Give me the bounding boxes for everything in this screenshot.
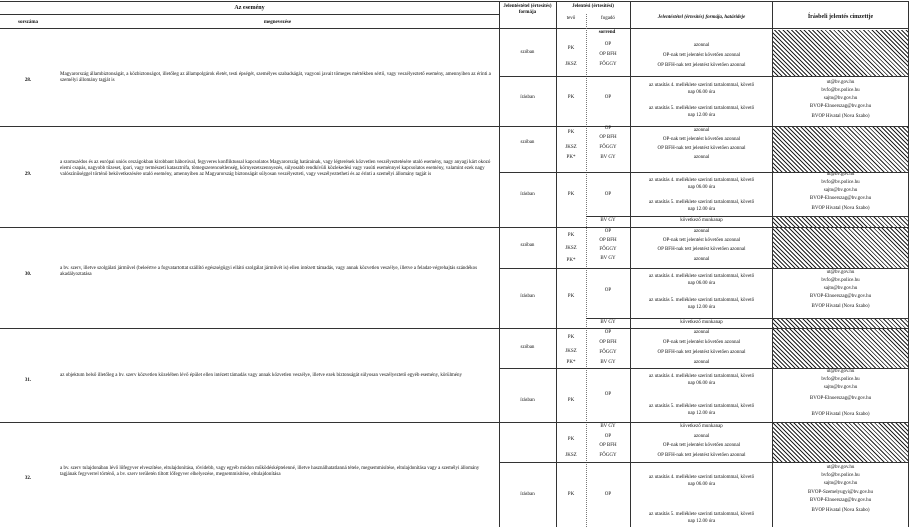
row-28-ir-pk: PK (567, 95, 575, 100)
row-32-opbfh-azonnal: OP BFH-nak tett jelentést követően azonnal (657, 453, 746, 458)
row-30-hat-4: nap 12.00 óra (687, 305, 716, 310)
row-28-opbfh-azonnal: OP BFH-nak tett jelentést követően azonnal (657, 63, 746, 68)
row-32-op-azonnal: OP-nak tett jelentést követően azonnal (662, 443, 741, 448)
row-32-email-5: BVOP Hivatal (Nova Szabo) (811, 508, 870, 513)
row-31-forma-irasban: írásban (520, 398, 535, 403)
row-31-email-5: BVOP Hivatal (Nova Szabo) (811, 412, 870, 417)
row-28-opbfh: OP BFH (599, 52, 617, 57)
row-29-email-5: BVOP Hivatal (Nova Szabo) (811, 206, 870, 211)
row-29-bvgy-azonnal: azonnal (693, 155, 710, 160)
row-32-kovetkezo: következő munkanap (680, 424, 723, 429)
row-31-forma-szoban: szóban (520, 345, 535, 350)
row-32-op: OP (604, 434, 612, 439)
row-30-number: 30. (24, 272, 32, 277)
row-29-opbfh: OP BFH (599, 135, 617, 140)
row-32-hat-2: nap 06.00 óra (687, 482, 716, 487)
row-30-ir-pk: PK (567, 294, 575, 299)
header-sorszama: sorszáma (18, 20, 38, 25)
row-32-bvgy: BV GY (600, 424, 616, 429)
row-29-foggy: FŐGGY (599, 145, 617, 150)
row-31-email-4: BVOP-Elnoerszag@bv.gov.hu (809, 396, 872, 401)
row-30-email-5: BVOP Hivatal (Nova Szabo) (811, 304, 870, 309)
row-32-forma-irasban: írásban (520, 492, 535, 497)
row-29-email-4: BVOP-Elnoerszag@bv.gov.hu (809, 196, 872, 201)
row-32-description: a bv. szerv tulajdonában lévő lőfegyver elveszítése, eltulajdonítása, rövidebb, vagy egyéb módon működésképtelenné, illetve használhatatlanná tétele, megsemmisítése, eltulajdonítása vagy a személyi állomány tagjának fegyverrel történő, a bv. szerv területén tiltott lőfegyver elhelyezése, megsemmisítése, eltulajdonítása (60, 466, 480, 477)
row-29-hat-2: nap 06.00 óra (687, 185, 716, 190)
vrule-forma (499, 1, 500, 527)
row-28-number: 28. (24, 78, 32, 83)
row-31-jksz: JKSZ (565, 349, 577, 354)
row-31-pk: PK (567, 335, 575, 340)
row-32-opbfh: OP BFH (599, 443, 617, 448)
row-32-email-4: BVOP-Elnoerszag@bv.gov.hu (809, 498, 872, 503)
row-32-jksz: JKSZ (565, 453, 577, 458)
row-28-email-2: bvfo@bv.police.hu (821, 88, 860, 93)
row-32-hatch (773, 423, 908, 462)
row-29-pk: PK (567, 130, 575, 135)
row-30-opbfh: OP BFH (599, 238, 617, 243)
row-29-pkstar: PK* (566, 155, 576, 160)
row-30-pkstar: PK* (566, 258, 576, 263)
row-29-hatch-2 (773, 217, 908, 227)
row-31-hat-1: az utasítás 4. melléklete szerinti tartalommal, követő (648, 374, 755, 379)
row-30-kovetkezo: következő munkanap (680, 320, 723, 325)
row-29-hat-4: nap 12.00 óra (687, 207, 716, 212)
row-29-ir-op: OP (604, 192, 612, 197)
row-28-hat-3: az utasítás 5. melléklete szerinti tartalommal, követő (648, 106, 755, 111)
row-29-opbfh-azonnal: OP BFH-nak tett jelentést követően azonnal (657, 146, 746, 151)
row-28-op: OP (604, 42, 612, 47)
row-30-email-3: sajto@bv.gov.hu (823, 286, 858, 291)
row-30-forma-szoban: szóban (520, 243, 535, 248)
row-28-forma-irasban: írásban (520, 95, 535, 100)
row-29-description: a szomszédos és az európai uniós országokban kirobbant háborúval, fegyveres konfliktussal kapcsolatos Magyarország határainak, vagy légterének közvetlen veszélyeztetésére utaló esemény, nagy anyagi kárt okozó elemi csapás, nagyobb tűzeset, ipari, vagy természeti katasztrófa, tömegszerencsétlenség, környezetszennyezés, súlyosabb rendkívüli közlekedési vagy vasúti eseménnyel kapcsolatos esemény, valamint ezek nagy valószínűséggel történő bekövetkezésére utaló esemény, amennyiben az Magyarország biztonságát súlyosan veszélyezteti, vagy veszélyeztetheti és az érinti a személyi állomány tagját is (60, 160, 491, 177)
row-32-pk: PK (567, 437, 575, 442)
row-31-ir-op: OP (604, 392, 612, 397)
row-32-number: 32. (24, 476, 32, 481)
row-29-op-azonnal: OP-nak tett jelentést követően azonnal (662, 137, 741, 142)
header-jelentes-ertesites: Jelentési (értesítési) (572, 4, 614, 9)
row-31-description: az objektum belső illetőleg a bv. szerv közvetlen közelében lévő épület ellen intézett támadás vagy annak közvetlen veszélye, illetve ezek biztonságát súlyosan veszélyeztető egyéb esemény, körülmény (60, 373, 462, 378)
row-29-op: OP (604, 126, 612, 131)
header-esemeny: Az esemény (234, 5, 265, 11)
row-32-email-3: sajto@bv.gov.hu (823, 481, 858, 486)
row-28-ir-op: OP (604, 95, 612, 100)
header-megnevezese: megnevezése (263, 20, 292, 25)
row-30-forma-irasban: írásban (520, 294, 535, 299)
row-32-ir-op: OP (604, 492, 612, 497)
row-28-jksz: JKSZ (565, 62, 577, 67)
row-32-hat-1: az utasítás 4. melléklete szerinti tartalommal, követő (648, 475, 755, 480)
row-30-hat-3: az utasítás 5. melléklete szerinti tartalommal, követő (648, 298, 755, 303)
header-tevo: tevő (566, 16, 576, 21)
row-28-hat-4: nap 12.00 óra (687, 113, 716, 118)
row-29-ir-bvgy: BV GY (600, 218, 616, 223)
row-29-email-3: sajto@bv.gov.hu (823, 188, 858, 193)
header-cimzett: Írásbeli jelentés címzettje (807, 14, 874, 20)
row-30-op: OP (604, 229, 612, 234)
row-30-description: a bv. szerv, illetve szolgálati járművel (beleértve a fogvatartottat szállító egészségügyi ellátó szolgálat járművét is) ellen intézett támadás, vagy annak közvetlen veszélye, illetve a feladat-végrehajtás szándékos akadályoztatása (60, 266, 478, 277)
row-30-jksz: JKSZ (565, 246, 577, 251)
row-30-email-1: ut@bv.gov.hu (826, 270, 855, 275)
row-31-email-1: ut@bv.gov.hu (826, 369, 855, 374)
row-30-email-2: bvfo@bv.police.hu (821, 278, 860, 283)
row-28-hatch (773, 30, 908, 76)
row-29-forma-irasban: írásban (520, 192, 535, 197)
row-31-hat-3: az utasítás 5. melléklete szerinti tartalommal, követő (648, 404, 755, 409)
row-28-hat-2: nap 06.00 óra (687, 90, 716, 95)
row-31-opbfh: OP BFH (599, 340, 617, 345)
row-28-email-3: sajto@bv.gov.hu (823, 96, 858, 101)
header-fogado: fogadó (601, 16, 615, 21)
row-31-op-azonnal: OP-nak tett jelentést követően azonnal (662, 340, 741, 345)
row-31-hat-2: nap 06.00 óra (687, 381, 716, 386)
row-29-email-2: bvfo@bv.police.hu (821, 180, 860, 185)
row-32-email-2: bvfo@bv.police.hu (821, 473, 860, 478)
header-jelentes-forma: Jelentéstétel (értesítés) formája (503, 4, 552, 15)
row-31-foggy: FŐGGY (599, 350, 617, 355)
row-29-hat-1: az utasítás 4. melléklete szerinti tartalommal, követő (648, 178, 755, 183)
row-32-foggy: FŐGGY (599, 453, 617, 458)
rule-sub-30 (499, 268, 908, 269)
row-32-hat-4: nap 12.00 óra (687, 519, 716, 524)
row-29-kovetkezo: következő munkanap (680, 218, 723, 223)
row-29-hat-3: az utasítás 5. melléklete szerinti tartalommal, követő (648, 200, 755, 205)
row-30-foggy: FŐGGY (599, 247, 617, 252)
rule-sub-32 (499, 462, 908, 463)
row-29-bvgy: BV GY (600, 155, 616, 160)
row-32-email-6: BVOP-Szemelyugyi@bv.gov.hu (807, 490, 874, 495)
row-29-ir-pk: PK (567, 192, 575, 197)
row-28-op-azonnal: OP-nak tett jelentést követően azonnal (662, 53, 741, 58)
row-30-hat-1: az utasítás 4. melléklete szerinti tartalommal, követő (648, 274, 755, 279)
row-31-ir-pk: PK (567, 398, 575, 403)
row-29-number: 29. (24, 172, 32, 177)
header-sorrend: sorrend (598, 30, 616, 35)
row-30-bvgy: BV GY (600, 256, 616, 261)
row-31-azonnal: azonnal (693, 330, 710, 335)
row-30-opbfh-azonnal: OP BFH-nak tett jelentést követően azonnal (657, 247, 746, 252)
row-30-pk: PK (567, 233, 575, 238)
row-28-azonnal: azonnal (693, 43, 710, 48)
row-31-pkstar: PK* (566, 360, 576, 365)
row-31-bvgy: BV GY (600, 360, 616, 365)
row-28-pk: PK (567, 46, 575, 51)
row-28-forma-szoban: szóban (520, 50, 535, 55)
row-31-email-2: bvfo@bv.police.hu (821, 377, 860, 382)
row-28-description: Magyarország állambiztonságát, a közbiztonságot, illetőleg az állampolgárok életét, testi épségét, személyes szabadságát, vagyoni javait tömeges mértékben sértő, vagy veszélyeztető esemény, amennyiben az érinti a személyi állomány tagját is (60, 72, 491, 83)
row-32-email-1: ut@bv.gov.hu (826, 465, 855, 470)
row-30-hatch-2 (773, 319, 908, 328)
row-31-email-3: sajto@bv.gov.hu (823, 385, 858, 390)
row-32-azonnal: azonnal (693, 434, 710, 439)
row-29-email-1: ut@bv.gov.hu (826, 172, 855, 177)
row-32-ir-pk: PK (567, 492, 575, 497)
row-32-hat-3: az utasítás 5. melléklete szerinti tartalommal, követő (648, 512, 755, 517)
row-28-hat-1: az utasítás 4. melléklete szerinti tartalommal, követő (648, 83, 755, 88)
row-30-op-azonnal: OP-nak tett jelentést követően azonnal (662, 238, 741, 243)
row-28-email-1: ut@bv.gov.hu (826, 80, 855, 85)
row-28-email-4: BVOP-Elnoerszag@bv.gov.hu (809, 104, 872, 109)
rule-header-mid (0, 14, 499, 15)
vrule-tevo (556, 1, 557, 527)
row-31-number: 31. (24, 378, 32, 383)
row-29-forma-szoban: szóban (520, 140, 535, 145)
row-31-opbfh-azonnal: OP BFH-nak tett jelentést követően azonnal (657, 350, 746, 355)
row-30-ir-op: OP (604, 288, 612, 293)
row-31-hatch (773, 329, 908, 368)
row-31-op: OP (604, 330, 612, 335)
vrule-fogado (586, 14, 587, 527)
row-30-hat-2: nap 06.00 óra (687, 281, 716, 286)
header-forma-hatarido: Jelentéstétel (értesítés) formája, határideje (657, 15, 746, 20)
row-30-bvgy-azonnal: azonnal (693, 257, 710, 262)
row-31-bvgy-azonnal: azonnal (693, 360, 710, 365)
row-29-azonnal: azonnal (693, 128, 710, 133)
row-29-jksz: JKSZ (565, 145, 577, 150)
row-30-ir-bvgy: BV GY (600, 320, 616, 325)
row-30-email-4: BVOP-Elnoerszag@bv.gov.hu (809, 294, 872, 299)
row-31-hat-4: nap 12.00 óra (687, 411, 716, 416)
rule-sub-28 (499, 76, 908, 77)
row-30-azonnal: azonnal (693, 229, 710, 234)
row-28-foggy: FŐGGY (599, 62, 617, 67)
row-30-hatch (773, 228, 908, 268)
row-29-hatch (773, 127, 908, 172)
row-28-email-5: BVOP Hivatal (Nova Szabo) (811, 114, 870, 119)
